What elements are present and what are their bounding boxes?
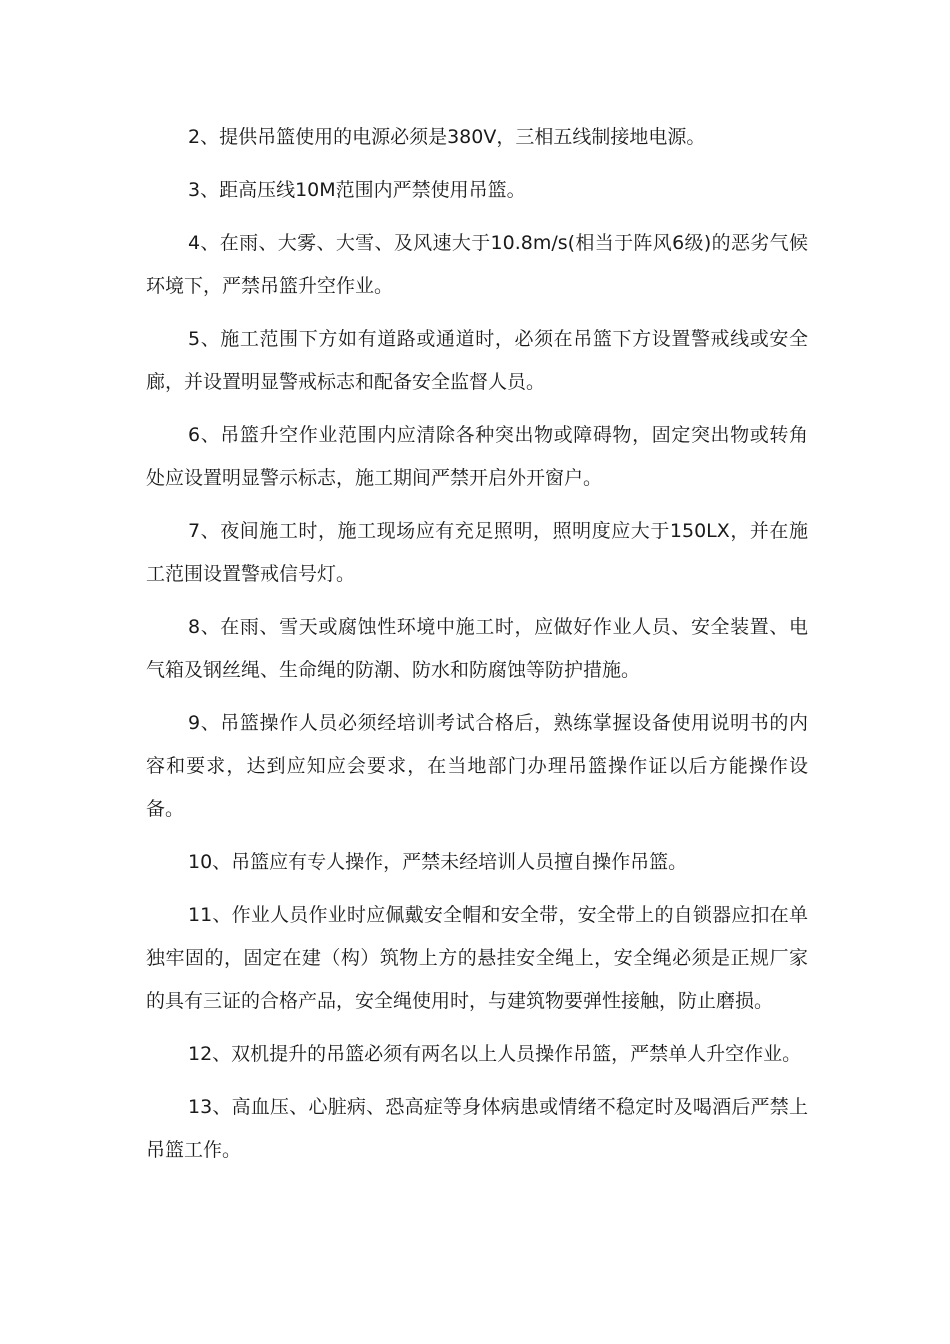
paragraph-item-6: 6、吊篮升空作业范围内应清除各种突出物或障碍物，固定突出物或转角处应设置明显警示标志，施工期间严禁开启外开窗户。: [146, 424, 808, 489]
paragraph-item-4: 4、在雨、大雾、大雪、及风速大于10.8m/s(相当于阵风6级)的恶劣气候环境下，严禁吊篮升空作业。: [146, 232, 808, 297]
paragraph-item-5: 5、施工范围下方如有道路或通道时，必须在吊篮下方设置警戒线或安全廊，并设置明显警戒标志和配备安全监督人员。: [146, 328, 808, 393]
paragraph-item-2: 2、提供吊篮使用的电源必须是380V，三相五线制接地电源。: [188, 126, 706, 148]
paragraph-item-9: 9、吊篮操作人员必须经培训考试合格后，熟练掌握设备使用说明书的内容和要求，达到应知应会要求，在当地部门办理吊篮操作证以后方能操作设备。: [146, 712, 808, 820]
paragraph-item-3: 3、距高压线10M范围内严禁使用吊篮。: [188, 179, 526, 201]
paragraph-item-7: 7、夜间施工时，施工现场应有充足照明，照明度应大于150LX，并在施工范围设置警戒信号灯。: [146, 520, 808, 585]
paragraph-item-8: 8、在雨、雪天或腐蚀性环境中施工时，应做好作业人员、安全装置、电气箱及钢丝绳、生命绳的防潮、防水和防腐蚀等防护措施。: [146, 616, 808, 681]
paragraph-item-13: 13、高血压、心脏病、恐高症等身体病患或情绪不稳定时及喝酒后严禁上吊篮工作。: [146, 1096, 808, 1161]
paragraph-item-11: 11、作业人员作业时应佩戴安全帽和安全带，安全带上的自锁器应扣在单独牢固的，固定在建（构）筑物上方的悬挂安全绳上，安全绳必须是正规厂家的具有三证的合格产品，安全绳使用时，与建筑物要弹性接触，防止磨损。: [146, 904, 808, 1012]
paragraph-item-10: 10、吊篮应有专人操作，严禁未经培训人员擅自操作吊篮。: [188, 851, 688, 873]
paragraph-item-12: 12、双机提升的吊篮必须有两名以上人员操作吊篮，严禁单人升空作业。: [188, 1043, 802, 1065]
document-body: [146, 116, 808, 1182]
